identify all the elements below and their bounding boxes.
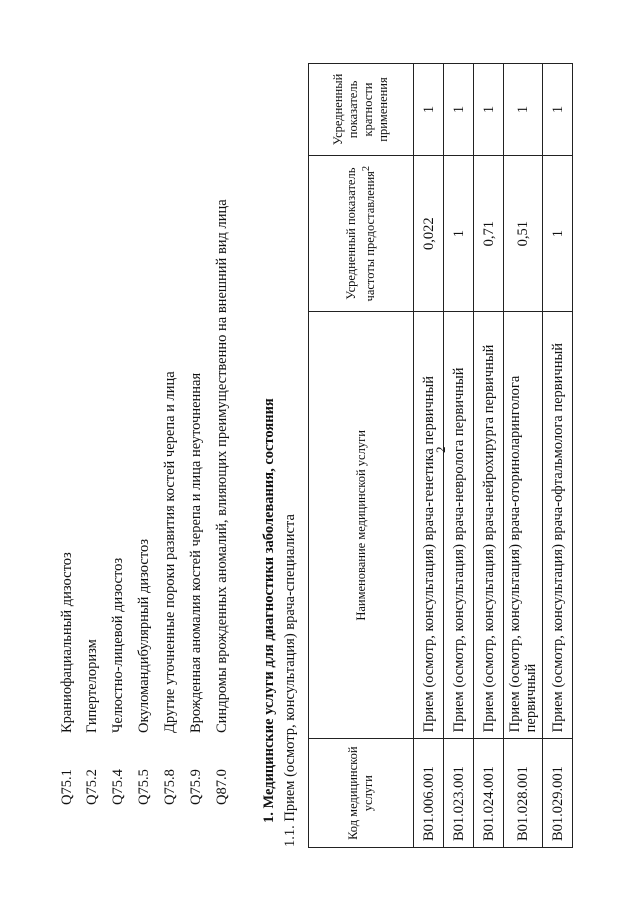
diagnosis-name: Гипертелоризм [84, 639, 100, 733]
service-multiplicity: 1 [414, 64, 444, 156]
table-row [444, 64, 474, 848]
table-row [474, 64, 504, 848]
service-code: B01.023.001 [444, 739, 474, 848]
service-frequency: 0,51 [504, 155, 543, 311]
table-row [414, 64, 444, 848]
table-header-row [309, 64, 414, 848]
services-table [308, 63, 573, 848]
diagnosis-code: Q75.9 [188, 769, 204, 805]
header-frequency-text: Усредненный показатель частоты предоставления [343, 167, 378, 302]
service-name: Прием (осмотр, консультация) врача-невролога первичный [444, 312, 474, 739]
service-code: B01.006.001 [414, 739, 444, 848]
diagnosis-name: Краниофациальный дизостоз [59, 552, 75, 733]
service-code: B01.024.001 [474, 739, 504, 848]
diagnosis-name: Другие уточненные пороки развития костей черепа и лица [162, 371, 178, 733]
diagnosis-code: Q75.8 [162, 769, 178, 805]
table-row [504, 64, 543, 848]
service-multiplicity: 1 [474, 64, 504, 156]
subsection-title: 1.1. Прием (осмотр, консультация) врача-специалиста [282, 514, 298, 847]
diagnosis-code: Q75.4 [110, 769, 126, 805]
service-name: Прием (осмотр, консультация) врача-оториноларинголога первичный [504, 312, 543, 739]
diagnosis-code: Q75.5 [136, 769, 152, 805]
diagnosis-name: Окуломандибулярный дизостоз [136, 539, 152, 733]
service-frequency: 1 [444, 155, 474, 311]
service-frequency: 1 [543, 155, 573, 311]
header-frequency [309, 155, 414, 311]
page-number: 2 [433, 446, 448, 453]
header-multiplicity: Усредненный показатель кратности применения [309, 64, 414, 156]
diagnosis-name: Челюстно-лицевой дизостоз [110, 557, 126, 733]
diagnosis-code: Q75.2 [84, 769, 100, 805]
header-code: Код медицинской услуги [309, 739, 414, 848]
table-row [543, 64, 573, 848]
service-multiplicity: 1 [543, 64, 573, 156]
service-multiplicity: 1 [444, 64, 474, 156]
service-name: Прием (осмотр, консультация) врача-офтальмолога первичный [543, 312, 573, 739]
diagnosis-name: Врожденная аномалия костей черепа и лица неуточненная [188, 372, 204, 733]
header-name: Наименование медицинской услуги [309, 312, 414, 739]
service-frequency: 0,71 [474, 155, 504, 311]
diagnosis-name: Синдромы врожденных аномалий, влияющих преимущественно на внешний вид лица [214, 199, 230, 733]
section-title: 1. Медицинские услуги для диагностики заболевания, состояния [261, 398, 277, 823]
service-name: Прием (осмотр, консультация) врача-генетика первичный [414, 312, 444, 739]
service-code: B01.028.001 [504, 739, 543, 848]
diagnosis-code: Q75.1 [59, 769, 75, 805]
service-frequency: 0,022 [414, 155, 444, 311]
service-code: B01.029.001 [543, 739, 573, 848]
service-multiplicity: 1 [504, 64, 543, 156]
footnote-marker: 2 [360, 165, 372, 172]
diagnosis-code: Q87.0 [214, 769, 230, 805]
service-name: Прием (осмотр, консультация) врача-нейрохирурга первичный [474, 312, 504, 739]
